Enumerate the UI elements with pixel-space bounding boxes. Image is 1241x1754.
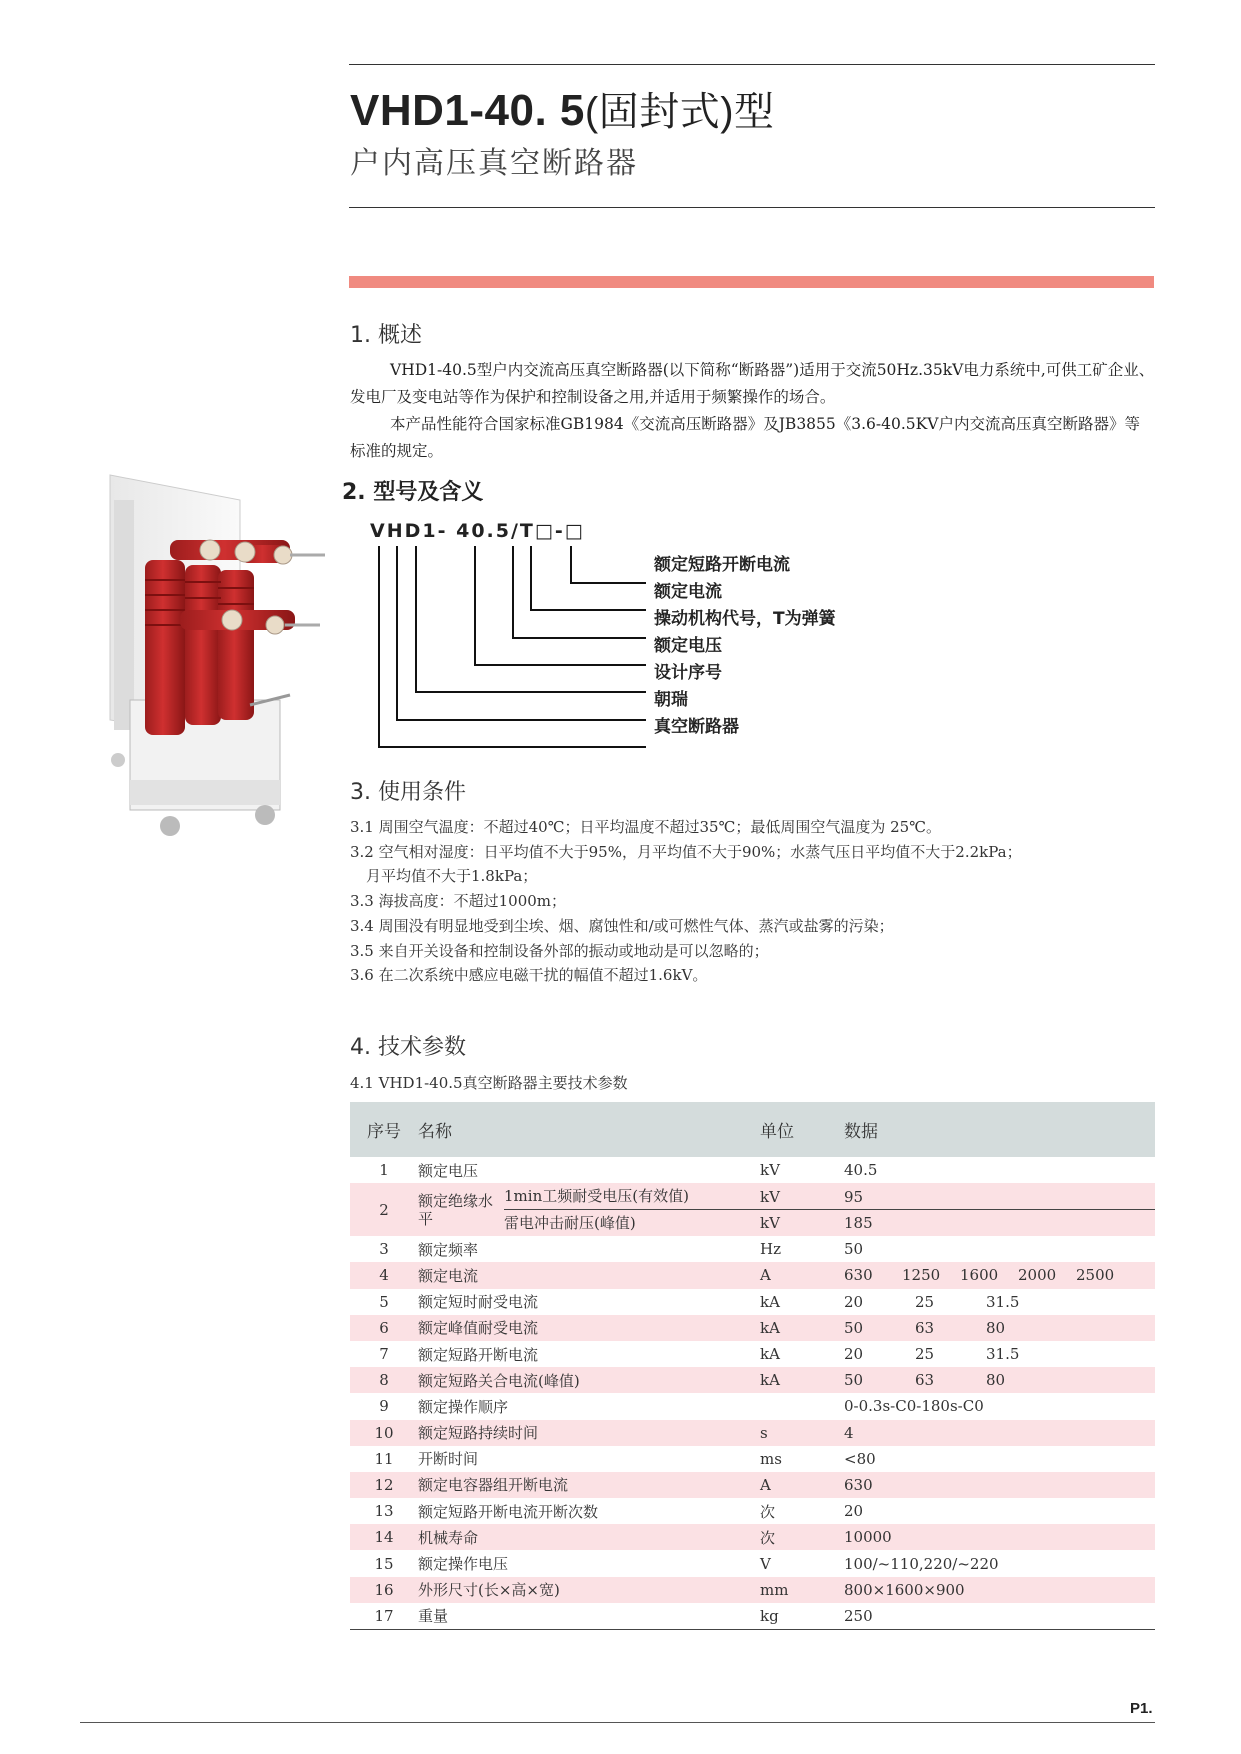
top-rule: [349, 64, 1155, 65]
row-no: 13: [374, 1502, 394, 1521]
row-value: 630 1250 1600 2000 2500: [844, 1262, 1155, 1288]
row-no: 16: [350, 1577, 418, 1603]
condition-item: 月平均值不大于1.8kPa；: [366, 867, 538, 886]
table-row: [350, 1498, 1155, 1524]
row-unit: [760, 1393, 844, 1419]
row-unit: 次: [760, 1502, 776, 1521]
model-code-diagram: [370, 520, 870, 750]
row-value: 10000: [844, 1524, 1155, 1550]
row-unit: ms: [760, 1449, 782, 1468]
row-value: 50: [844, 1240, 864, 1259]
row-no: 11: [374, 1449, 394, 1468]
header-bottom-rule: [349, 207, 1155, 208]
row-value: 20 25 31.5: [844, 1292, 1020, 1311]
table-row: [350, 1472, 1155, 1498]
row-no: 7: [379, 1345, 389, 1364]
row-name: 外形尺寸(长×高×宽): [418, 1577, 760, 1603]
table-row: [350, 1341, 1155, 1367]
header-value: 数据: [844, 1102, 1155, 1157]
row-unit: kA: [760, 1315, 844, 1341]
row-subname-1: 1min工频耐受电压(有效值): [504, 1183, 1155, 1210]
overview-text: [350, 357, 1155, 465]
model-label-design-no: 设计序号: [654, 663, 722, 683]
row-unit: s: [760, 1420, 844, 1446]
row-name: 开断时间: [418, 1450, 479, 1469]
row-name: 额定频率: [418, 1240, 479, 1259]
row-value: 50 63 80: [844, 1367, 1155, 1393]
table-row: [350, 1315, 1155, 1341]
header-name: 名称: [418, 1102, 760, 1157]
title-suffix: (固封式)型: [584, 90, 775, 134]
row-value: 100/~110,220/~220: [844, 1554, 999, 1573]
row-name: 额定电压: [418, 1161, 479, 1180]
row-value: <80: [844, 1449, 876, 1468]
table-caption: 4.1 VHD1-40.5真空断路器主要技术参数: [350, 1074, 628, 1092]
overview-heading: 1. 概述: [350, 323, 422, 348]
row-name: [418, 1183, 760, 1236]
row-unit: A: [760, 1262, 844, 1288]
row-no: 8: [350, 1367, 418, 1393]
row-no: 5: [379, 1292, 389, 1311]
row-name: 额定短路持续时间: [418, 1420, 760, 1446]
row-no: 9: [379, 1397, 389, 1416]
row-name: 额定短路关合电流(峰值): [418, 1367, 760, 1393]
row-name: 重量: [418, 1603, 760, 1630]
row-value: 800×1600×900: [844, 1577, 1155, 1603]
table-row: [350, 1393, 1155, 1419]
row-value: 630: [844, 1472, 1155, 1498]
row-value: 50 63 80: [844, 1315, 1155, 1341]
overview-paragraph-2: 本产品性能符合国家标准GB1984《交流高压断路器》及JB3855《3.6-40.5KV户内交流高压真空断路器》等标准的规定。: [350, 415, 1140, 460]
page-title: VHD1-40. 5(固封式)型: [350, 86, 775, 135]
row-unit: mm: [760, 1577, 844, 1603]
row-value-2: 185: [844, 1213, 873, 1232]
header-no: 序号: [350, 1102, 418, 1157]
row-no: 4: [350, 1262, 418, 1288]
header-unit: 单位: [760, 1102, 844, 1157]
row-no: 14: [350, 1524, 418, 1550]
row-subname-2: 雷电冲击耐压(峰值): [504, 1214, 636, 1233]
row-unit: kA: [760, 1367, 844, 1393]
row-name: 额定短时耐受电流: [418, 1293, 539, 1312]
table-row: [350, 1183, 1155, 1236]
row-unit: Hz: [760, 1240, 781, 1259]
specs-table: [350, 1102, 1155, 1630]
row-unit: kg: [760, 1603, 844, 1630]
row-value: 4: [844, 1420, 1155, 1446]
circuit-breaker-image: [100, 470, 340, 850]
row-name: 额定电容器组开断电流: [418, 1472, 760, 1498]
row-no: 15: [374, 1554, 394, 1573]
table-row: [350, 1262, 1155, 1288]
table-row: [350, 1420, 1155, 1446]
row-value: 40.5: [844, 1161, 878, 1180]
row-no: 3: [379, 1240, 389, 1259]
overview-paragraph-1: VHD1-40.5型户内交流高压真空断路器(以下简称“断路器”)适用于交流50Hz.35kV电力系统中,可供工矿企业、发电厂及变电站等作为保护和控制设备之用,并适用于频繁操作的场合。: [350, 361, 1155, 406]
row-unit: A: [760, 1472, 844, 1498]
row-unit: kA: [760, 1345, 780, 1364]
model-label-rated-voltage: 额定电压: [654, 636, 722, 656]
table-header-row: [350, 1102, 1155, 1157]
row-no: 2: [350, 1183, 418, 1236]
condition-item: 3.1 周围空气温度：不超过40℃；日平均温度不超过35℃；最低周围空气温度为 25℃。: [350, 818, 941, 836]
row-no: 1: [379, 1161, 389, 1180]
row-name: 额定峰值耐受电流: [418, 1315, 760, 1341]
condition-item: 3.6 在二次系统中感应电磁干扰的幅值不超过1.6kV。: [350, 966, 708, 985]
page-number: P1.: [1130, 1700, 1153, 1717]
row-unit: kV: [760, 1161, 780, 1180]
model-label-breaking-current: 额定短路开断电流: [654, 555, 790, 575]
row-name: 额定短路开断电流: [418, 1345, 539, 1364]
table-row: [350, 1157, 1155, 1183]
model-code-string: VHD1- 40.5/T□-□: [370, 520, 585, 542]
table-row: [350, 1236, 1155, 1262]
row-no: 10: [350, 1420, 418, 1446]
condition-item: 3.2 空气相对湿度：日平均值不大于95%，月平均值不大于90%；水蒸气压日平均值不大于2.2kPa；: [350, 842, 1022, 861]
condition-item: 3.3 海拔高度：不超过1000m；: [350, 892, 567, 911]
footer-rule: [80, 1722, 1155, 1723]
model-label-mechanism: 操动机构代号，T为弹簧: [654, 609, 836, 629]
row-value: 250: [844, 1603, 1155, 1630]
row-name-main: 额定绝缘水平: [418, 1191, 494, 1228]
model-label-brand: 朝瑞: [654, 690, 688, 710]
page-subtitle: 户内高压真空断路器: [350, 146, 638, 181]
row-no: 12: [350, 1472, 418, 1498]
model-heading: 2. 型号及含义: [342, 480, 484, 505]
row-unit-1: kV: [760, 1187, 780, 1206]
row-value: 0-0.3s-C0-180s-C0: [844, 1397, 984, 1416]
condition-item: 3.4 周围没有明显地受到尘埃、烟、腐蚀性和/或可燃性气体、蒸汽或盐雾的污染；: [350, 916, 894, 935]
row-unit: kA: [760, 1292, 780, 1311]
table-row: [350, 1603, 1155, 1630]
row-value-1: 95: [844, 1187, 864, 1206]
model-label-vacuum-breaker: 真空断路器: [654, 717, 739, 737]
row-name: 额定短路开断电流开断次数: [418, 1502, 599, 1521]
table-row: [350, 1577, 1155, 1603]
row-no: 17: [350, 1603, 418, 1630]
row-name: 额定操作电压: [418, 1555, 509, 1574]
table-row: [350, 1550, 1155, 1576]
row-value: 20: [844, 1502, 864, 1521]
table-row: [350, 1367, 1155, 1393]
specs-heading: 4. 技术参数: [350, 1035, 466, 1060]
table-row: [350, 1289, 1155, 1315]
row-name: 额定操作顺序: [418, 1397, 509, 1416]
row-name: 机械寿命: [418, 1524, 760, 1550]
row-no: 6: [350, 1315, 418, 1341]
row-name: 额定电流: [418, 1262, 760, 1288]
table-row: [350, 1524, 1155, 1550]
condition-item: 3.5 来自开关设备和控制设备外部的振动或地动是可以忽略的；: [350, 941, 769, 960]
accent-bar: [349, 276, 1154, 288]
row-unit-2: kV: [760, 1213, 780, 1232]
row-unit: V: [760, 1554, 771, 1573]
row-unit: 次: [760, 1524, 844, 1550]
row-value: 20 25 31.5: [844, 1345, 1020, 1364]
conditions-heading: 3. 使用条件: [350, 780, 466, 805]
table-row: [350, 1446, 1155, 1472]
conditions-list: [350, 815, 1155, 988]
model-label-rated-current: 额定电流: [654, 582, 722, 602]
